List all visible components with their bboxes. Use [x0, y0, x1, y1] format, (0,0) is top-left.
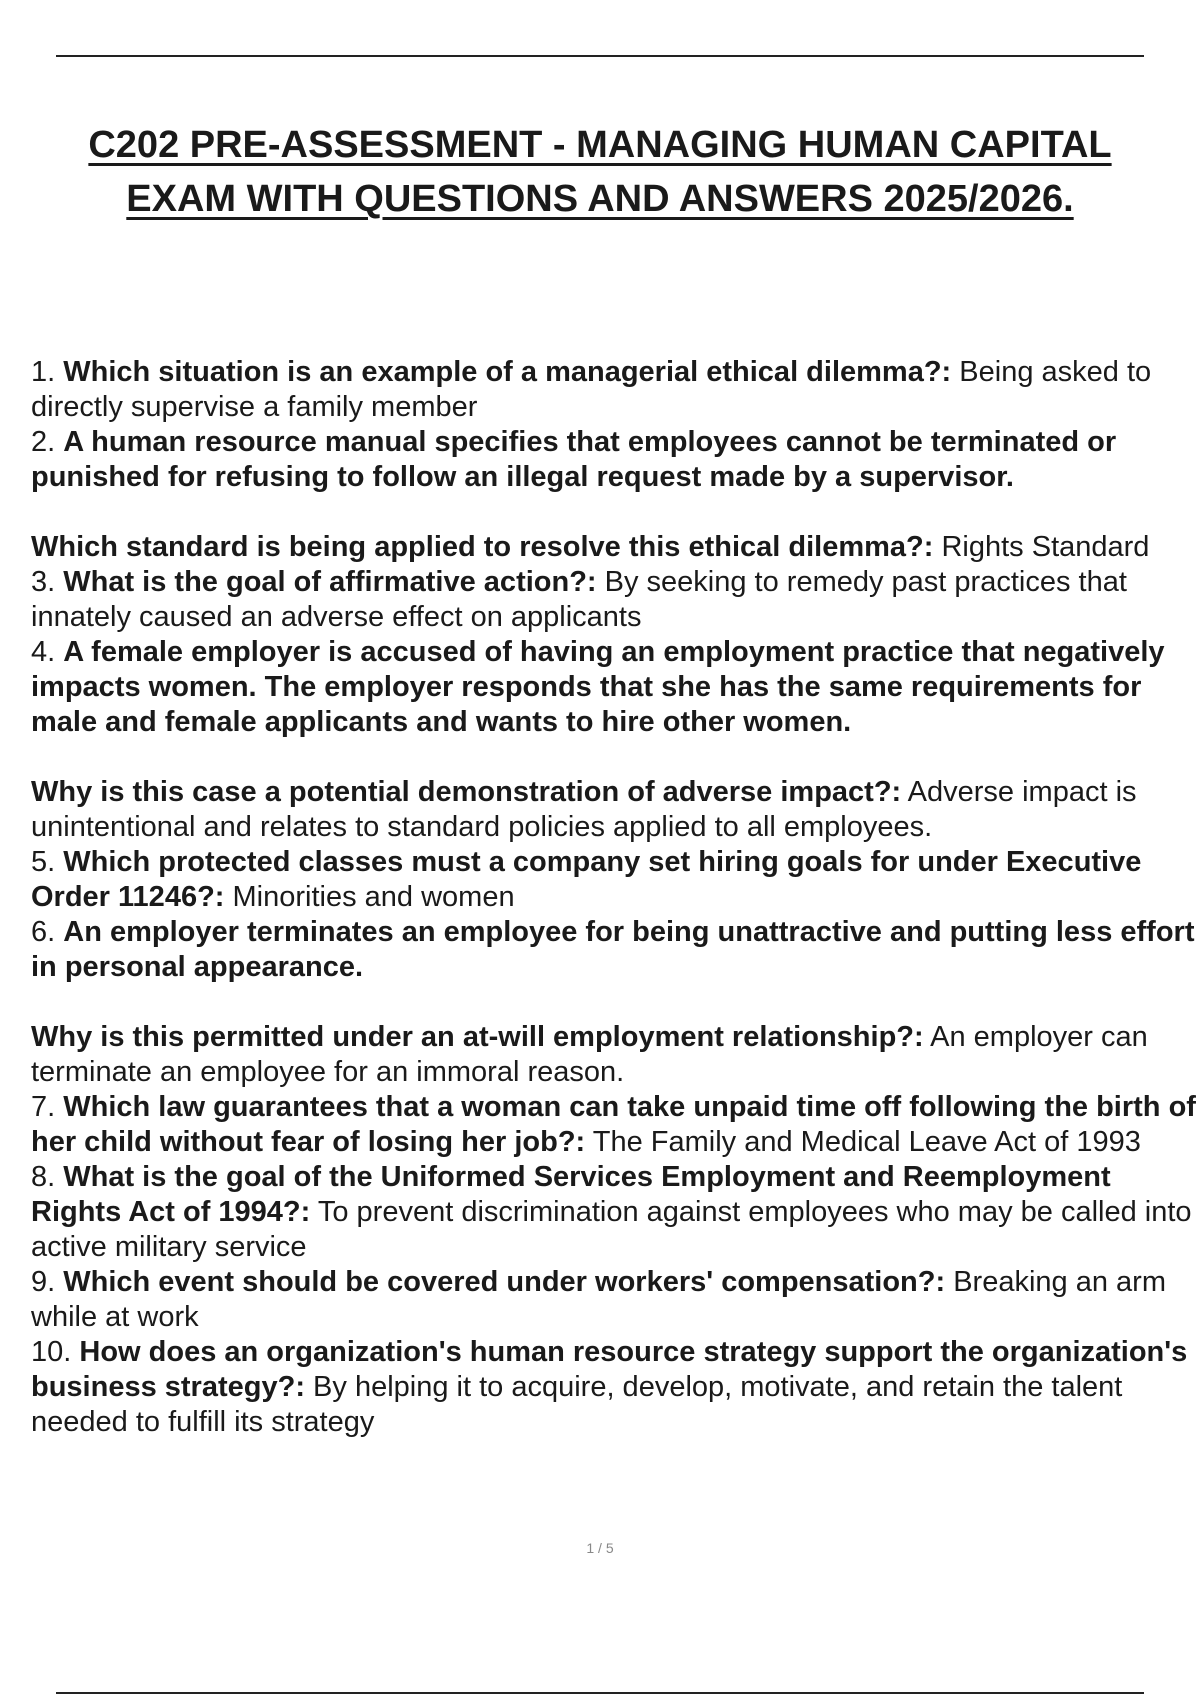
question-text: Which law guarantees that a woman can take unpaid time off following the birth of her child without fear of losing her job?: [31, 1091, 1196, 1158]
title-line-1: C202 PRE-ASSESSMENT - MANAGING HUMAN CAPITAL [88, 124, 1112, 166]
qa-item-8 [31, 1160, 1200, 1265]
document-title [40, 118, 1160, 226]
qa-item-10 [31, 1335, 1200, 1440]
answer-text: To prevent discrimination against employees who may be called into active military service [31, 1196, 1192, 1263]
answer-text: By helping it to acquire, develop, motivate, and retain the talent needed to fulfill its strategy [31, 1371, 1123, 1438]
answer-text: Minorities and women [232, 881, 515, 913]
question-text: Which event should be covered under workers' compensation?: [63, 1266, 946, 1298]
qa-item-3 [31, 565, 1200, 635]
question-number: 8. [31, 1161, 56, 1193]
question-number: 5. [31, 846, 56, 878]
question-text: A female employer is accused of having an employment practice that negatively impacts women. The employer responds that she has the same requirements for male and female applicants and wants to hire other women. [31, 636, 1165, 738]
qa-item-4 [31, 635, 1200, 845]
paragraph-gap [31, 985, 1200, 1020]
question-number: 2. [31, 426, 56, 458]
answer-text: Breaking an arm while at work [31, 1266, 1166, 1333]
answer-text: Rights Standard [941, 531, 1150, 563]
question-text: What is the goal of the Uniformed Services Employment and Reemployment Rights Act of 1994?: [31, 1161, 1111, 1228]
qa-item-9 [31, 1265, 1200, 1335]
answer-text: An employer can terminate an employee for an immoral reason. [31, 1021, 1148, 1088]
question-number: 3. [31, 566, 56, 598]
question-number: 6. [31, 916, 56, 948]
title-line-2: EXAM WITH QUESTIONS AND ANSWERS 2025/2026. [126, 178, 1074, 220]
question-text: Which protected classes must a company set hiring goals for under Executive Order 11246?: [31, 846, 1142, 913]
question-text: An employer terminates an employee for being unattractive and putting less effort in personal appearance. [31, 916, 1195, 983]
question-text: How does an organization's human resource strategy support the organization's business strategy?: [31, 1336, 1188, 1403]
qa-item-1 [31, 355, 1200, 425]
qa-item-7 [31, 1090, 1200, 1160]
question-number: 4. [31, 636, 56, 668]
qa-item-6 [31, 915, 1200, 1090]
qa-item-2 [31, 425, 1200, 565]
qa-item-5 [31, 845, 1200, 915]
question-number: 10. [31, 1336, 72, 1368]
paragraph-gap [31, 740, 1200, 775]
top-divider [56, 55, 1144, 57]
answer-text: Adverse impact is unintentional and relates to standard policies applied to all employees. [31, 776, 1137, 843]
question-number: 9. [31, 1266, 56, 1298]
question-number: 7. [31, 1091, 56, 1123]
question-number: 1. [31, 356, 56, 388]
question-text-followup: Which standard is being applied to resolve this ethical dilemma?: [31, 531, 934, 563]
question-text: What is the goal of affirmative action?: [63, 566, 597, 598]
page-number: 1 / 5 [586, 1540, 614, 1556]
answer-text: By seeking to remedy past practices that innately caused an adverse effect on applicants [31, 566, 1127, 633]
question-answer-list [31, 355, 1200, 1440]
answer-text: Being asked to directly supervise a family member [31, 356, 1152, 423]
question-text-followup: Why is this case a potential demonstration of adverse impact?: [31, 776, 902, 808]
question-text-followup: Why is this permitted under an at-will employment relationship?: [31, 1021, 924, 1053]
question-text: Which situation is an example of a managerial ethical dilemma?: [63, 356, 952, 388]
answer-text: The Family and Medical Leave Act of 1993 [592, 1126, 1141, 1158]
bottom-divider [56, 1692, 1144, 1694]
paragraph-gap [31, 495, 1200, 530]
question-text: A human resource manual specifies that employees cannot be terminated or punished for refusing to follow an illegal request made by a supervisor. [31, 426, 1117, 493]
